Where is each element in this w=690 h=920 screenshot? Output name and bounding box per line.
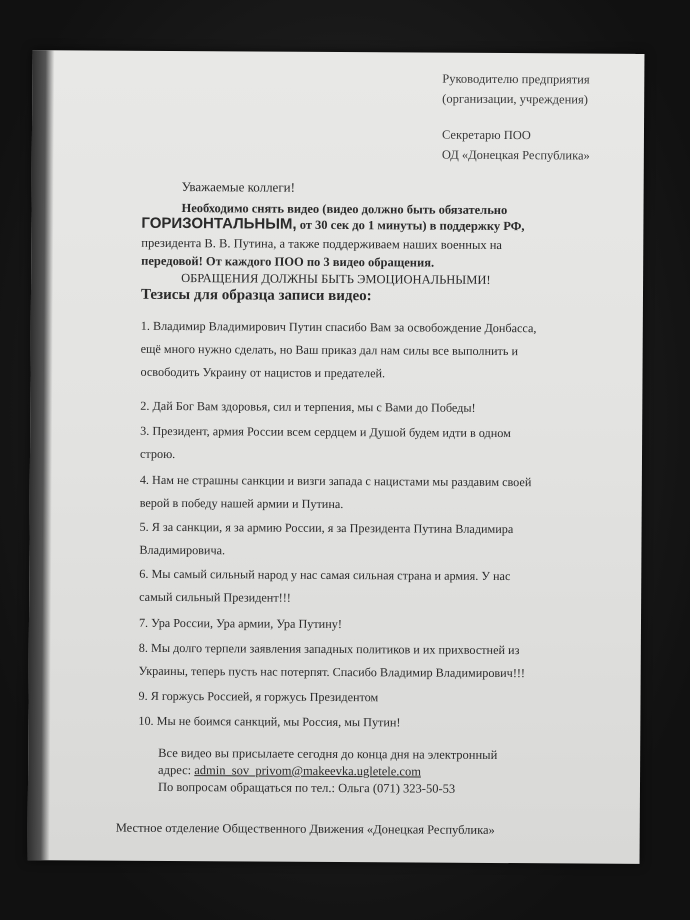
- thesis-item: [139, 563, 609, 612]
- greeting: Уважаемые коллеги!: [181, 179, 296, 195]
- thesis-line: верой в победу нашей армии и Путина.: [139, 495, 344, 512]
- addressee-block: [442, 69, 591, 166]
- thesis-item: [140, 315, 610, 387]
- intro-line: президента В. В. Путина, а также поддерживаем наших военных на: [141, 235, 503, 253]
- document-sheet: [28, 50, 645, 864]
- thesis-line: ещё много нужно сделать, но Ваш приказ дал нам силы все выполнить и: [140, 341, 519, 359]
- thesis-line: 10. Мы не боимся санкций, мы Россия, мы Путин!: [138, 713, 401, 730]
- thesis-line: 9. Я горжусь Россией, я горжусь Президентом: [138, 688, 379, 705]
- thesis-item: [140, 420, 610, 469]
- thesis-line: 2. Дай Бог Вам здоровья, сил и терпения, мы с Вами до Победы!: [140, 398, 476, 415]
- addressee-line: ОД «Донецкая Республика»: [441, 147, 590, 163]
- thesis-line: 7. Ура России, Ура армии, Ура Путину!: [138, 615, 342, 632]
- thesis-line: Украины, теперь пусть нас потерпят. Спасибо Владимир Владимирович!!!: [138, 663, 526, 681]
- intro-line: от 30 сек до 1 минуты) в поддержку РФ,: [296, 217, 525, 234]
- thesis-line: 1. Владимир Владимирович Путин спасибо Вам за освобождение Донбасса,: [140, 318, 537, 336]
- addressee-line: (организации, учреждения): [442, 91, 588, 107]
- thesis-line: строю.: [139, 446, 176, 462]
- thesis-item: [139, 612, 609, 638]
- email-link[interactable]: admin_sov_privom@makeevka.ugletele.com: [194, 763, 422, 779]
- thesis-item: [138, 710, 608, 736]
- thesis-item: [139, 637, 609, 686]
- contact-line: По вопросам обращаться по тел.: Ольга (071) 323-50-53: [157, 779, 456, 796]
- thesis-item: [138, 685, 608, 711]
- intro-emphasis: ГОРИЗОНТАЛЬНЫМ,: [141, 214, 297, 233]
- theses-heading: Тезисы для образца записи видео:: [140, 286, 372, 305]
- intro-line: передовой! От каждого ПОО по 3 видео обращения.: [141, 253, 435, 270]
- signature: Местное отделение Общественного Движения «Донецкая Республика»: [115, 820, 495, 837]
- thesis-line: самый сильный Президент!!!: [139, 589, 291, 605]
- thesis-line: 6. Мы самый сильный народ у нас самая сильная страна и армия. У нас: [139, 566, 511, 584]
- thesis-line: освободить Украину от нацистов и предателей.: [140, 364, 386, 381]
- closing-line: Все видео вы присылаете сегодня до конца дня на электронный: [158, 745, 498, 762]
- closing-block: [158, 745, 628, 799]
- thesis-line: 5. Я за санкции, я за армию России, я за Президента Путина Владимира: [139, 519, 514, 537]
- email-label: адрес:: [158, 762, 195, 778]
- addressee-line: Секретарю ПОО: [441, 127, 531, 143]
- thesis-item: [139, 516, 609, 565]
- intro-line: ОБРАЩЕНИЯ ДОЛЖНЫ БЫТЬ ЭМОЦИОНАЛЬНЫМИ!: [181, 271, 491, 287]
- thesis-line: 3. Президент, армия России всем сердцем и Душой будем идти в одном: [140, 423, 511, 441]
- thesis-line: Владимировича.: [139, 542, 226, 558]
- thesis-line: 4. Нам не страшны санкции и визги запада с нацистами мы раздавим своей: [139, 472, 532, 490]
- thesis-line: 8. Мы долго терпели заявления западных политиков и их прихвостней из: [138, 640, 520, 658]
- thesis-item: [140, 395, 610, 421]
- page-shadow-edge: [28, 50, 55, 860]
- thesis-item: [140, 469, 610, 518]
- intro-line: Необходимо снять видео (видео должно быть обязательно: [181, 201, 508, 218]
- addressee-line: Руководителю предприятия: [442, 71, 590, 87]
